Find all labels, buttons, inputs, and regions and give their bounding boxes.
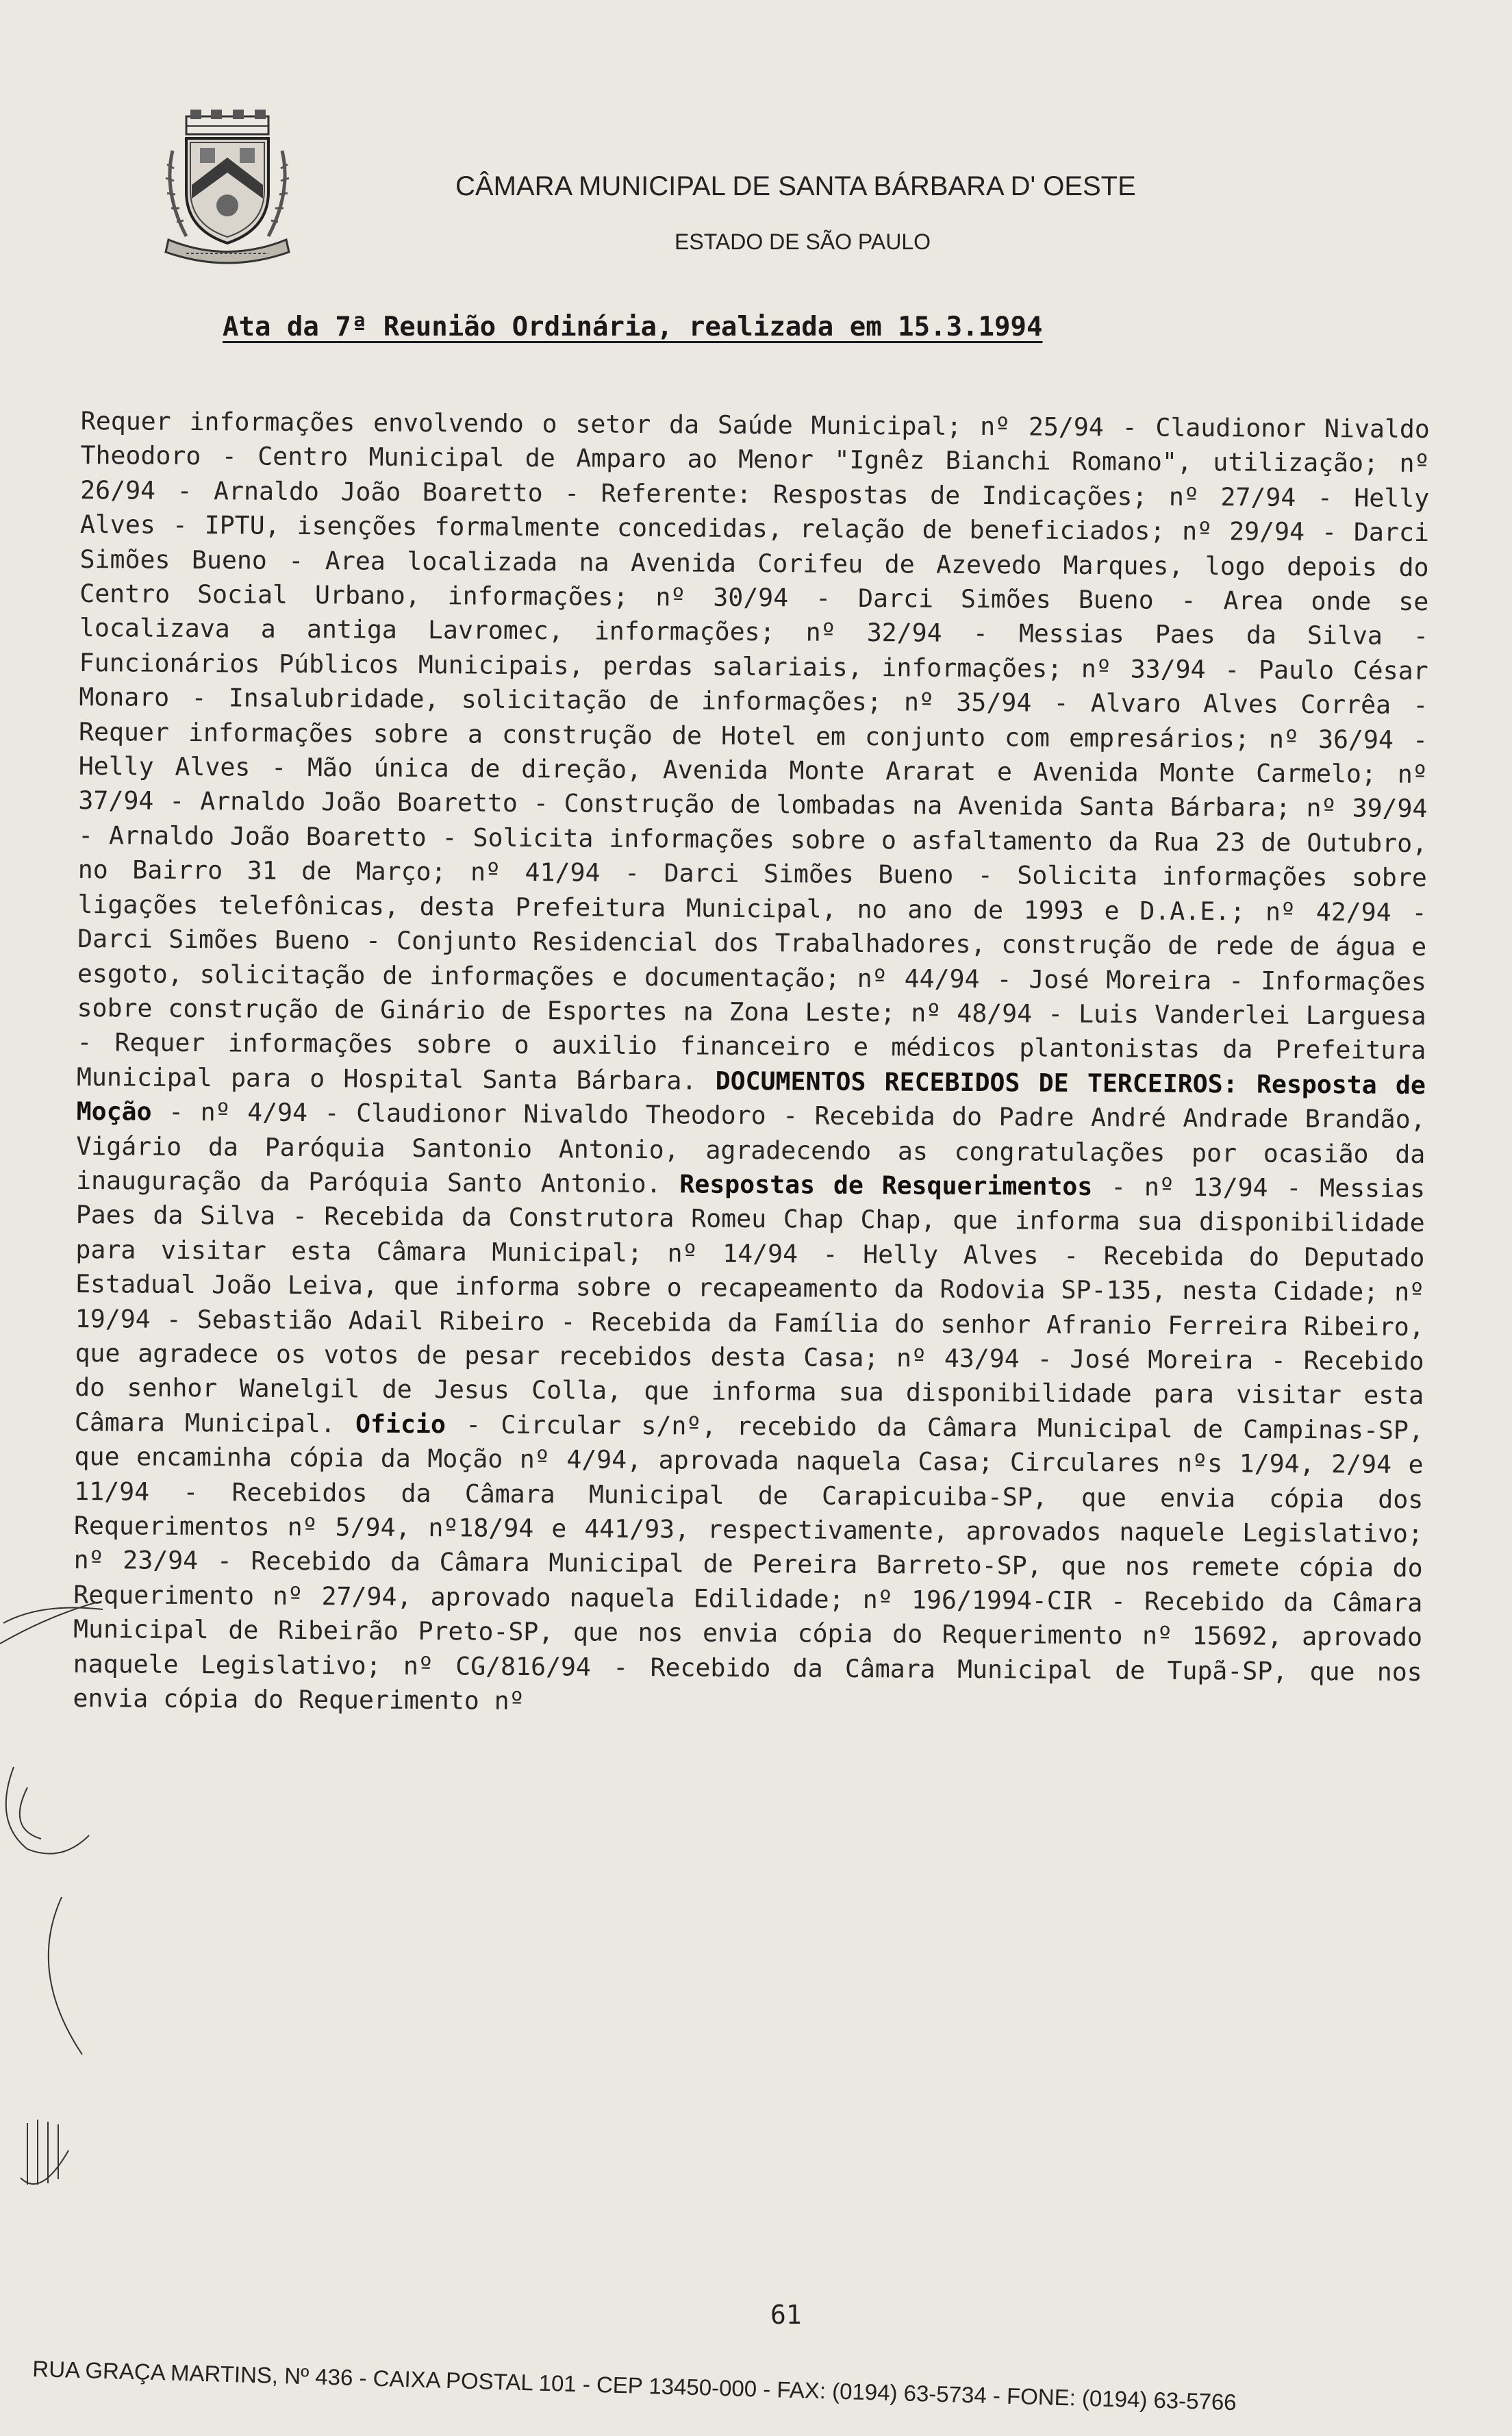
section-heading-documents: DOCUMENTOS RECEBIDOS DE TERCEIROS: Resposta de Moção: [76, 1066, 1426, 1127]
oficio-paragraph: - Circular s/nº, recebido da Câmara Municipal de Campinas-SP, que encaminha cópia da Moção nº 4/94, aprovada naquela Casa; Circulares nºs 1/94, 2/94 e 11/94 - Recebidos da Câmara Municipal de Carapicuiba-SP, que envia cópia dos Requerimentos nº 5/94, nº18/94 e 441/93, respectivamente, aprovados naquele Legislativo; nº 23/94 - Recebido da Câmara Municipal de Pereira Barreto-SP, que nos remete cópia do Requerimento nº 27/94, aprovado naquela Edilidade; nº 196/1994-CIR - Recebido da Câmara Municipal de Ribeirão Preto-SP, que nos envia cópia do Requerimento nº 15692, aprovado naquele Legislativo; nº CG/816/94 - Recebido da Câmara Municipal de Tupã-SP, que nos envia cópia do Requerimento nº: [73, 1409, 1424, 1716]
institution-name: CÂMARA MUNICIPAL DE SANTA BÁRBARA D' OESTE: [455, 171, 1136, 201]
page-number: 61: [770, 2300, 802, 2330]
requests-paragraph: Requer informações envolvendo o setor da Saúde Municipal; nº 25/94 - Claudionor Nivaldo Theodoro - Centro Municipal de Amparo ao Menor "Ignêz Bianchi Romano", utilização; nº 26/94 - Arnaldo João Boaretto - Referente: Respostas de Indicações; nº 27/94 - Helly Alves - IPTU, isenções formalmente concedidas, relação de beneficiados; nº 29/94 - Darci Simões Bueno - Area localizada na Avenida Corifeu de Azevedo Marques, logo depois do Centro Social Urbano, informações; nº 30/94 - Darci Simões Bueno - Area onde se localizava a antiga Lavromec, informações; nº 32/94 - Messias Paes da Silva - Funcionários Públicos Municipais, perdas salariais, informações; nº 33/94 - Paulo César Monaro - Insalubridade, solicitação de informações; nº 35/94 - Alvaro Alves Corrêa - Requer informações sobre a construção de Hotel em conjunto com empresários; nº 36/94 - Helly Alves - Mão única de direção, Avenida Monte Ararat e Avenida Monte Carmelo; nº 37/94 - Arnaldo João Boaretto - Construção de lombadas na Avenida Santa Bárbara; nº 39/94 - Arnaldo João Boaretto - Solicita informações sobre o asfaltamento da Rua 23 de Outubro, no Bairro 31 de Março; nº 41/94 - Darci Simões Bueno - Solicita informações sobre ligações telefônicas, desta Prefeitura Municipal, no ano de 1993 e D.A.E.; nº 42/94 - Darci Simões Bueno - Conjunto Residencial dos Trabalhadores, construção de rede de água e esgoto, solicitação de informações e documentação; nº 44/94 - José Moreira - Informações sobre construção de Ginário de Esportes na Zona Leste; nº 48/94 - Luis Vanderlei Larguesa - Requer informações sobre o auxilio financeiro e médicos plantonistas da Prefeitura Municipal para o Hospital Santa Bárbara.: [76, 405, 1430, 1096]
section-heading-responses: Respostas de Resquerimentos: [679, 1169, 1093, 1201]
minutes-body: [73, 404, 1430, 1724]
state-name: ESTADO DE SÃO PAULO: [675, 229, 931, 254]
address-footer: RUA GRAÇA MARTINS, Nº 436 - CAIXA POSTAL 101 - CEP 13450-000 - FAX: (0194) 63-5734 - FONE: (0194) 63-5766: [32, 2356, 1237, 2415]
responses-paragraph: - nº 13/94 - Messias Paes da Silva - Recebida da Construtora Romeu Chap Chap, que informa sua disponibilidade para visitar esta Câmara Municipal; nº 14/94 - Helly Alves - Recebida do Deputado Estadual João Leiva, que informa sobre o recapeamento da Rodovia SP-135, nesta Cidade; nº 19/94 - Sebastião Adail Ribeiro - Recebida da Família do senhor Afranio Ferreira Ribeiro, que agradece os votos de pesar recebidos desta Casa; nº 43/94 - José Moreira - Recebido do senhor Wanelgil de Jesus Colla, que informa sua disponibilidade para visitar esta Câmara Municipal.: [74, 1172, 1426, 1439]
municipal-coat-of-arms: [159, 110, 296, 267]
margin-signature-marks: [0, 1561, 137, 2315]
section-heading-oficio: Oficio: [355, 1409, 446, 1440]
motion-response-paragraph: - nº 4/94 - Claudionor Nivaldo Theodoro - Recebida do Padre André Andrade Brandão, Vigário da Paróquia Santonio Antonio, agradecendo as congratulações por ocasião da inauguração da Paróquia Santo Antonio.: [75, 1096, 1426, 1199]
minutes-title: Ata da 7ª Reunião Ordinária, realizada em 15.3.1994: [223, 312, 1043, 342]
